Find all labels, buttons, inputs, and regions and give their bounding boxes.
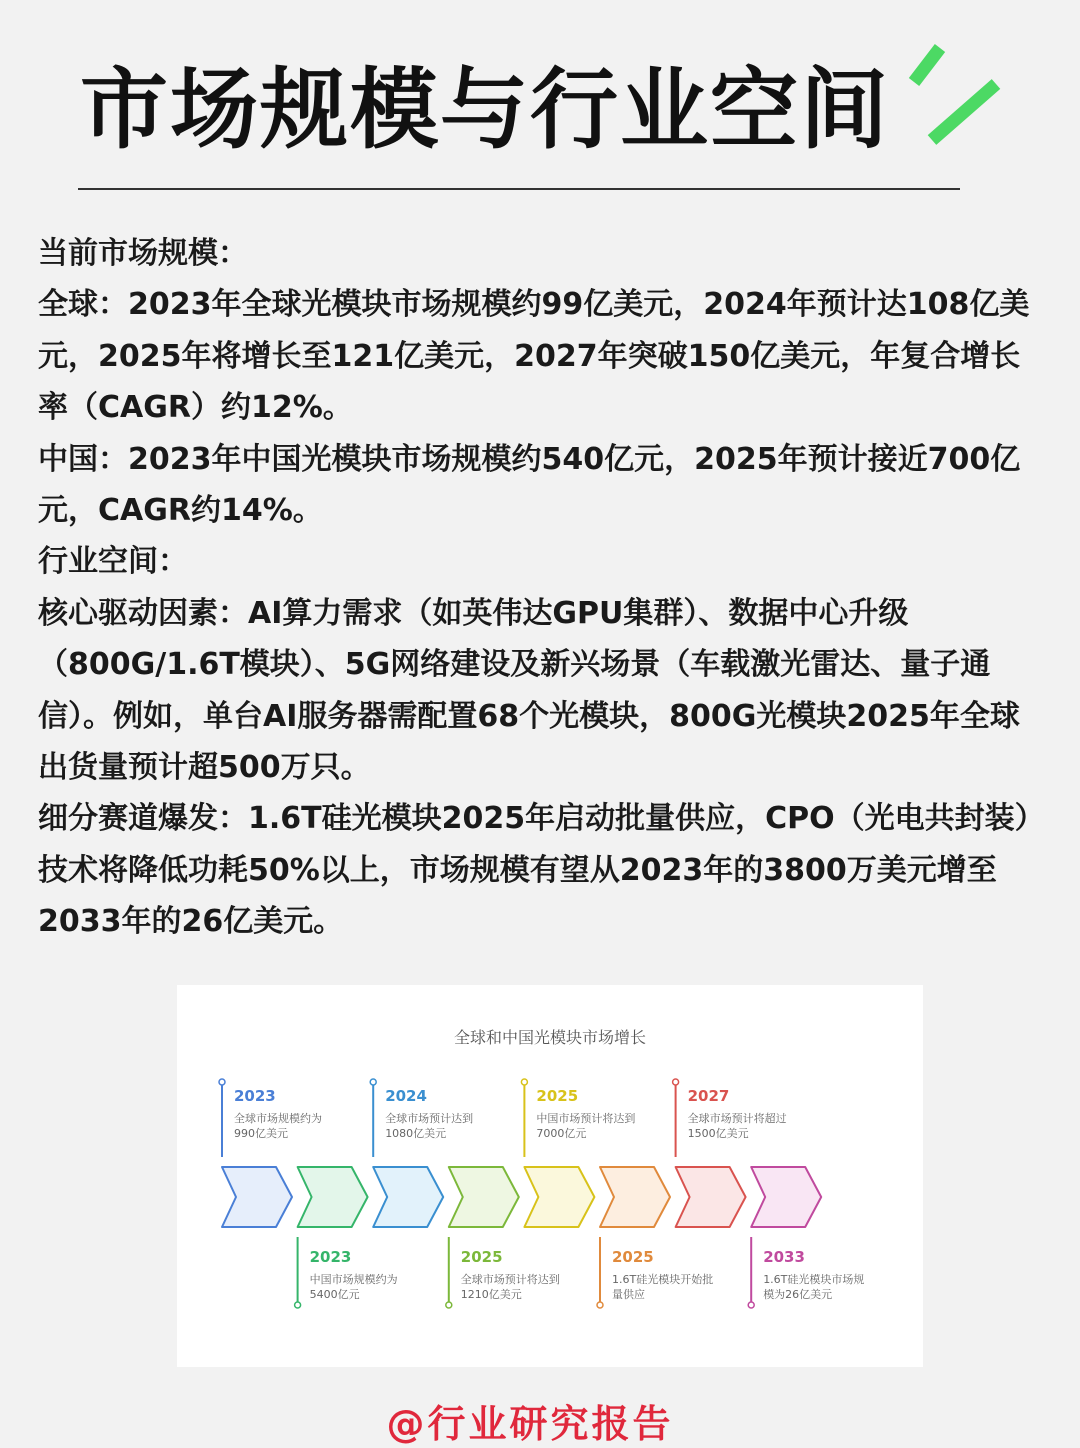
- timeline-description: 全球市场预计达到 1080亿美元: [385, 1112, 474, 1140]
- timeline-description: 全球市场预计将超过 1500亿美元: [687, 1112, 787, 1140]
- timeline-description: 中国市场规模约为 5400亿元: [309, 1273, 398, 1301]
- timeline-dot: [219, 1079, 225, 1085]
- timeline-event-top: [385, 1087, 535, 1141]
- timeline-year: 2025: [460, 1248, 503, 1266]
- section-label: 细分赛道爆发：: [38, 801, 248, 837]
- section-segments: [38, 793, 1048, 947]
- timeline-dot: [521, 1079, 527, 1085]
- timeline-arrow: [524, 1167, 594, 1227]
- timeline-event-bottom: [310, 1248, 460, 1302]
- section-label: 全球：: [38, 287, 128, 323]
- section-current-market: [38, 228, 1048, 279]
- footer-signature: @行业研究报告: [386, 1402, 674, 1446]
- timeline-year: 2023: [309, 1248, 352, 1266]
- timeline-year: 2033: [763, 1248, 805, 1266]
- timeline-arrow: [449, 1167, 519, 1227]
- timeline-dot: [295, 1302, 301, 1308]
- timeline-description: 全球市场预计将达到 1210亿美元: [460, 1273, 560, 1301]
- timeline-event-top: [536, 1087, 686, 1141]
- timeline-arrow: [751, 1167, 821, 1227]
- section-global: [38, 279, 1048, 433]
- section-heading: 行业空间：: [38, 544, 188, 580]
- section-text: 2023年全球光模块市场规模约99亿美元，2024年预计达108亿美元，2025年将增长至121亿美元，2027年突破150亿美元，年复合增长率（CAGR）约12%。: [38, 287, 1030, 426]
- timeline-event-bottom: [763, 1248, 913, 1302]
- timeline-description: 1.6T硅光模块市场规 模为26亿美元: [763, 1273, 865, 1301]
- section-text: AI算力需求（如英伟达GPU集群）、数据中心升级（800G/1.6T模块）、5G网络建设及新兴场景（车载激光雷达、量子通信）。例如，单台AI服务器需配置68个光模块，800G光模块2025年全球出货量预计超500万只。: [38, 595, 1020, 786]
- timeline-graphics: [177, 985, 923, 1367]
- section-industry-space: [38, 536, 1048, 587]
- timeline-year: 2023: [234, 1087, 276, 1105]
- timeline-title: 全球和中国光模块市场增长: [453, 1028, 646, 1047]
- timeline-description: 1.6T硅光模块开始批 量供应: [612, 1273, 714, 1301]
- page-title: 市场规模与行业空间: [80, 58, 891, 161]
- timeline-arrow: [373, 1167, 443, 1227]
- timeline-year: 2024: [385, 1087, 427, 1105]
- timeline-arrow: [298, 1167, 368, 1227]
- timeline-dot: [673, 1079, 679, 1085]
- section-china: [38, 434, 1048, 537]
- timeline-dot: [370, 1079, 376, 1085]
- timeline-description: 全球市场规模约为 990亿美元: [234, 1112, 322, 1140]
- timeline-arrow: [222, 1167, 292, 1227]
- decorative-slash-icon: [900, 40, 1010, 150]
- timeline-dot: [446, 1302, 452, 1308]
- timeline-year: 2025: [612, 1248, 654, 1266]
- article-body: [38, 228, 1048, 948]
- timeline-year: 2025: [536, 1087, 579, 1105]
- timeline-dot: [597, 1302, 603, 1308]
- section-label: 中国：: [38, 441, 128, 477]
- timeline-year: 2027: [687, 1087, 730, 1105]
- section-text: 1.6T硅光模块2025年启动批量供应，CPO（光电共封装）技术将降低功耗50%以上，市场规模有望从2023年的3800万美元增至2033年的26亿美元。: [38, 801, 1045, 940]
- timeline-arrow: [676, 1167, 746, 1227]
- title-divider: [78, 188, 960, 190]
- timeline-event-top: [234, 1087, 384, 1141]
- timeline-event-bottom: [612, 1248, 762, 1302]
- section-heading: 当前市场规模：: [38, 236, 248, 271]
- timeline-event-bottom: [461, 1248, 611, 1302]
- timeline-arrow: [600, 1167, 670, 1227]
- section-drivers: [38, 588, 1048, 794]
- timeline-event-top: [688, 1087, 838, 1141]
- section-label: 核心驱动因素：: [38, 595, 248, 631]
- timeline-diagram: [177, 985, 923, 1367]
- timeline-dot: [748, 1302, 754, 1308]
- timeline-description: 中国市场预计将达到 7000亿元: [536, 1112, 636, 1140]
- section-text: 2023年中国光模块市场规模约540亿元，2025年预计接近700亿元，CAGR约14%。: [38, 441, 1021, 529]
